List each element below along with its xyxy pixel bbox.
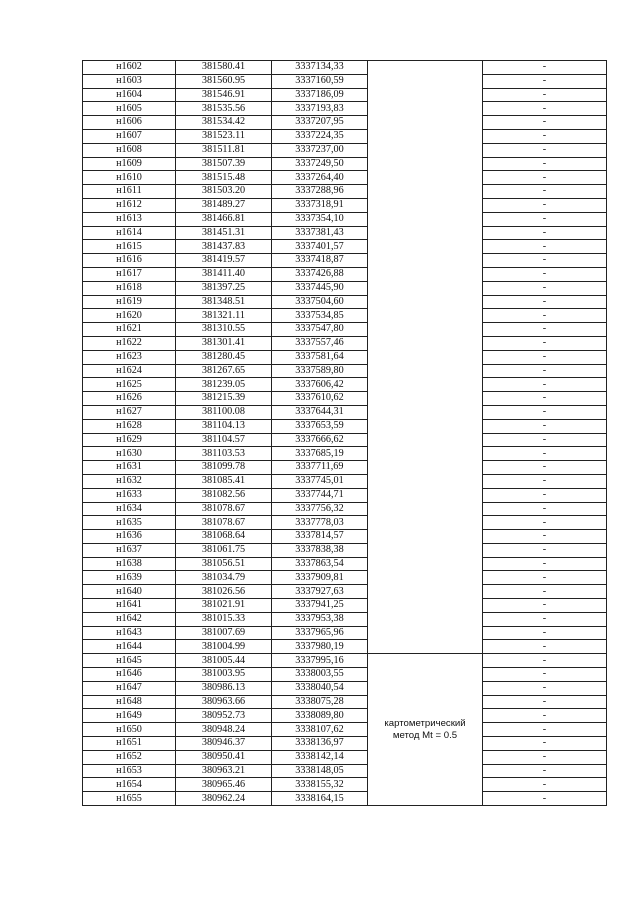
table-row (83, 254, 607, 268)
x-coordinate-cell: 381280.45 (176, 350, 272, 364)
dash-cell: - (483, 392, 607, 406)
y-coordinate-cell: 3337965,96 (272, 626, 368, 640)
x-coordinate-cell: 381099.78 (176, 461, 272, 475)
x-coordinate-cell: 381103.53 (176, 447, 272, 461)
method-cell-empty (368, 61, 483, 654)
table-row (83, 543, 607, 557)
point-cell: н1622 (83, 336, 176, 350)
table-row (83, 750, 607, 764)
table-row (83, 88, 607, 102)
point-cell: н1613 (83, 212, 176, 226)
table-row (83, 378, 607, 392)
y-coordinate-cell: 3337557,46 (272, 336, 368, 350)
point-cell: н1604 (83, 88, 176, 102)
dash-cell: - (483, 599, 607, 613)
x-coordinate-cell: 380963.66 (176, 695, 272, 709)
table-row (83, 74, 607, 88)
dash-cell: - (483, 543, 607, 557)
table-row (83, 447, 607, 461)
y-coordinate-cell: 3338164,15 (272, 792, 368, 806)
y-coordinate-cell: 3337745,01 (272, 474, 368, 488)
dash-cell: - (483, 681, 607, 695)
dash-cell: - (483, 778, 607, 792)
point-cell: н1623 (83, 350, 176, 364)
dash-cell: - (483, 516, 607, 530)
y-coordinate-cell: 3337207,95 (272, 116, 368, 130)
method-accuracy: метод Mt = 0.5 (392, 729, 458, 741)
x-coordinate-cell: 381534.42 (176, 116, 272, 130)
y-coordinate-cell: 3337134,33 (272, 61, 368, 75)
x-coordinate-cell: 381082.56 (176, 488, 272, 502)
table-row (83, 157, 607, 171)
y-coordinate-cell: 3337581,64 (272, 350, 368, 364)
dash-cell: - (483, 626, 607, 640)
y-coordinate-cell: 3338107,62 (272, 723, 368, 737)
coordinates-table (82, 60, 607, 806)
table-row (83, 654, 607, 668)
dash-cell: - (483, 502, 607, 516)
point-cell: н1633 (83, 488, 176, 502)
dash-cell: - (483, 102, 607, 116)
x-coordinate-cell: 381215.39 (176, 392, 272, 406)
y-coordinate-cell: 3337534,85 (272, 309, 368, 323)
dash-cell: - (483, 792, 607, 806)
dash-cell: - (483, 74, 607, 88)
table-row (83, 129, 607, 143)
y-coordinate-cell: 3337744,71 (272, 488, 368, 502)
table-row (83, 626, 607, 640)
x-coordinate-cell: 381348.51 (176, 295, 272, 309)
point-cell: н1644 (83, 640, 176, 654)
x-coordinate-cell: 381301.41 (176, 336, 272, 350)
x-coordinate-cell: 381511.81 (176, 143, 272, 157)
x-coordinate-cell: 381239.05 (176, 378, 272, 392)
point-cell: н1639 (83, 571, 176, 585)
dash-cell: - (483, 378, 607, 392)
point-cell: н1628 (83, 419, 176, 433)
y-coordinate-cell: 3337504,60 (272, 295, 368, 309)
x-coordinate-cell: 381056.51 (176, 557, 272, 571)
x-coordinate-cell: 381061.75 (176, 543, 272, 557)
y-coordinate-cell: 3337160,59 (272, 74, 368, 88)
dash-cell: - (483, 640, 607, 654)
table-row (83, 792, 607, 806)
y-coordinate-cell: 3337288,96 (272, 185, 368, 199)
table-row (83, 116, 607, 130)
point-cell: н1655 (83, 792, 176, 806)
dash-cell: - (483, 750, 607, 764)
dash-cell: - (483, 267, 607, 281)
table-row (83, 212, 607, 226)
y-coordinate-cell: 3337909,81 (272, 571, 368, 585)
x-coordinate-cell: 380962.24 (176, 792, 272, 806)
table-row (83, 585, 607, 599)
method-cell (368, 654, 483, 806)
table-row (83, 281, 607, 295)
table-row (83, 392, 607, 406)
point-cell: н1620 (83, 309, 176, 323)
x-coordinate-cell: 381007.69 (176, 626, 272, 640)
point-cell: н1624 (83, 364, 176, 378)
y-coordinate-cell: 3338155,32 (272, 778, 368, 792)
table-row (83, 502, 607, 516)
x-coordinate-cell: 381419.57 (176, 254, 272, 268)
point-cell: н1631 (83, 461, 176, 475)
point-cell: н1646 (83, 668, 176, 682)
point-cell: н1607 (83, 129, 176, 143)
table-row (83, 668, 607, 682)
y-coordinate-cell: 3337953,38 (272, 612, 368, 626)
x-coordinate-cell: 381321.11 (176, 309, 272, 323)
dash-cell: - (483, 350, 607, 364)
point-cell: н1643 (83, 626, 176, 640)
table-row (83, 709, 607, 723)
table-row (83, 557, 607, 571)
dash-cell: - (483, 212, 607, 226)
dash-cell: - (483, 116, 607, 130)
point-cell: н1618 (83, 281, 176, 295)
dash-cell: - (483, 557, 607, 571)
x-coordinate-cell: 381523.11 (176, 129, 272, 143)
x-coordinate-cell: 381015.33 (176, 612, 272, 626)
x-coordinate-cell: 381005.44 (176, 654, 272, 668)
table-row (83, 323, 607, 337)
x-coordinate-cell: 381078.67 (176, 502, 272, 516)
table-row (83, 461, 607, 475)
x-coordinate-cell: 381104.13 (176, 419, 272, 433)
y-coordinate-cell: 3338040,54 (272, 681, 368, 695)
y-coordinate-cell: 3337995,16 (272, 654, 368, 668)
point-cell: н1627 (83, 405, 176, 419)
y-coordinate-cell: 3337381,43 (272, 226, 368, 240)
y-coordinate-cell: 3337606,42 (272, 378, 368, 392)
table-row (83, 723, 607, 737)
y-coordinate-cell: 3337610,62 (272, 392, 368, 406)
y-coordinate-cell: 3337685,19 (272, 447, 368, 461)
dash-cell: - (483, 668, 607, 682)
y-coordinate-cell: 3337264,40 (272, 171, 368, 185)
dash-cell: - (483, 295, 607, 309)
point-cell: н1634 (83, 502, 176, 516)
dash-cell: - (483, 171, 607, 185)
x-coordinate-cell: 381507.39 (176, 157, 272, 171)
x-coordinate-cell: 381026.56 (176, 585, 272, 599)
table-row (83, 488, 607, 502)
dash-cell: - (483, 405, 607, 419)
y-coordinate-cell: 3337224,35 (272, 129, 368, 143)
point-cell: н1606 (83, 116, 176, 130)
table-row (83, 599, 607, 613)
table-row (83, 695, 607, 709)
point-cell: н1609 (83, 157, 176, 171)
x-coordinate-cell: 380965.46 (176, 778, 272, 792)
dash-cell: - (483, 364, 607, 378)
x-coordinate-cell: 381503.20 (176, 185, 272, 199)
y-coordinate-cell: 3337547,80 (272, 323, 368, 337)
point-cell: н1642 (83, 612, 176, 626)
table-row (83, 433, 607, 447)
dash-cell: - (483, 737, 607, 751)
x-coordinate-cell: 380963.21 (176, 764, 272, 778)
point-cell: н1616 (83, 254, 176, 268)
point-cell: н1649 (83, 709, 176, 723)
x-coordinate-cell: 381004.99 (176, 640, 272, 654)
point-cell: н1651 (83, 737, 176, 751)
table-row (83, 737, 607, 751)
table-row (83, 474, 607, 488)
y-coordinate-cell: 3338003,55 (272, 668, 368, 682)
dash-cell: - (483, 447, 607, 461)
point-cell: н1653 (83, 764, 176, 778)
y-coordinate-cell: 3337756,32 (272, 502, 368, 516)
x-coordinate-cell: 381003.95 (176, 668, 272, 682)
table-row (83, 530, 607, 544)
point-cell: н1654 (83, 778, 176, 792)
table-row (83, 571, 607, 585)
y-coordinate-cell: 3337426,88 (272, 267, 368, 281)
point-cell: н1635 (83, 516, 176, 530)
dash-cell: - (483, 309, 607, 323)
x-coordinate-cell: 381021.91 (176, 599, 272, 613)
dash-cell: - (483, 185, 607, 199)
point-cell: н1619 (83, 295, 176, 309)
x-coordinate-cell: 381085.41 (176, 474, 272, 488)
point-cell: н1614 (83, 226, 176, 240)
y-coordinate-cell: 3337666,62 (272, 433, 368, 447)
dash-cell: - (483, 488, 607, 502)
x-coordinate-cell: 381535.56 (176, 102, 272, 116)
dash-cell: - (483, 336, 607, 350)
x-coordinate-cell: 380952.73 (176, 709, 272, 723)
table-row (83, 681, 607, 695)
y-coordinate-cell: 3338089,80 (272, 709, 368, 723)
table-row (83, 240, 607, 254)
dash-cell: - (483, 157, 607, 171)
y-coordinate-cell: 3338136,97 (272, 737, 368, 751)
table-row (83, 295, 607, 309)
y-coordinate-cell: 3337193,83 (272, 102, 368, 116)
point-cell: н1608 (83, 143, 176, 157)
dash-cell: - (483, 254, 607, 268)
point-cell: н1648 (83, 695, 176, 709)
y-coordinate-cell: 3337237,00 (272, 143, 368, 157)
dash-cell: - (483, 764, 607, 778)
x-coordinate-cell: 381437.83 (176, 240, 272, 254)
dash-cell: - (483, 654, 607, 668)
point-cell: н1650 (83, 723, 176, 737)
x-coordinate-cell: 381397.25 (176, 281, 272, 295)
table-row (83, 226, 607, 240)
x-coordinate-cell: 381515.48 (176, 171, 272, 185)
dash-cell: - (483, 281, 607, 295)
table-row (83, 267, 607, 281)
point-cell: н1641 (83, 599, 176, 613)
point-cell: н1647 (83, 681, 176, 695)
y-coordinate-cell: 3337249,50 (272, 157, 368, 171)
table-row (83, 764, 607, 778)
x-coordinate-cell: 381078.67 (176, 516, 272, 530)
point-cell: н1652 (83, 750, 176, 764)
point-cell: н1632 (83, 474, 176, 488)
table-row (83, 309, 607, 323)
x-coordinate-cell: 381466.81 (176, 212, 272, 226)
table-row (83, 364, 607, 378)
x-coordinate-cell: 381489.27 (176, 198, 272, 212)
table-row (83, 350, 607, 364)
x-coordinate-cell: 380986.13 (176, 681, 272, 695)
dash-cell: - (483, 143, 607, 157)
table-row (83, 198, 607, 212)
dash-cell: - (483, 88, 607, 102)
y-coordinate-cell: 3337863,54 (272, 557, 368, 571)
dash-cell: - (483, 530, 607, 544)
point-cell: н1636 (83, 530, 176, 544)
y-coordinate-cell: 3337980,19 (272, 640, 368, 654)
table-row (83, 102, 607, 116)
table-row (83, 516, 607, 530)
point-cell: н1603 (83, 74, 176, 88)
point-cell: н1629 (83, 433, 176, 447)
dash-cell: - (483, 612, 607, 626)
point-cell: н1602 (83, 61, 176, 75)
dash-cell: - (483, 723, 607, 737)
dash-cell: - (483, 419, 607, 433)
table-row (83, 778, 607, 792)
y-coordinate-cell: 3337418,87 (272, 254, 368, 268)
y-coordinate-cell: 3337653,59 (272, 419, 368, 433)
table-row (83, 185, 607, 199)
dash-cell: - (483, 461, 607, 475)
point-cell: н1637 (83, 543, 176, 557)
table-row (83, 61, 607, 75)
dash-cell: - (483, 198, 607, 212)
dash-cell: - (483, 129, 607, 143)
dash-cell: - (483, 61, 607, 75)
x-coordinate-cell: 381411.40 (176, 267, 272, 281)
x-coordinate-cell: 381104.57 (176, 433, 272, 447)
dash-cell: - (483, 585, 607, 599)
y-coordinate-cell: 3337778,03 (272, 516, 368, 530)
y-coordinate-cell: 3338075,28 (272, 695, 368, 709)
table-row (83, 143, 607, 157)
table-row (83, 612, 607, 626)
y-coordinate-cell: 3337941,25 (272, 599, 368, 613)
point-cell: н1605 (83, 102, 176, 116)
point-cell: н1621 (83, 323, 176, 337)
dash-cell: - (483, 226, 607, 240)
dash-cell: - (483, 571, 607, 585)
x-coordinate-cell: 381580.41 (176, 61, 272, 75)
table-row (83, 171, 607, 185)
point-cell: н1610 (83, 171, 176, 185)
x-coordinate-cell: 381546.91 (176, 88, 272, 102)
y-coordinate-cell: 3337401,57 (272, 240, 368, 254)
point-cell: н1638 (83, 557, 176, 571)
table-row (83, 640, 607, 654)
y-coordinate-cell: 3337838,38 (272, 543, 368, 557)
y-coordinate-cell: 3337445,90 (272, 281, 368, 295)
point-cell: н1617 (83, 267, 176, 281)
x-coordinate-cell: 381034.79 (176, 571, 272, 585)
x-coordinate-cell: 381068.64 (176, 530, 272, 544)
x-coordinate-cell: 380948.24 (176, 723, 272, 737)
point-cell: н1615 (83, 240, 176, 254)
dash-cell: - (483, 433, 607, 447)
dash-cell: - (483, 240, 607, 254)
point-cell: н1611 (83, 185, 176, 199)
point-cell: н1612 (83, 198, 176, 212)
y-coordinate-cell: 3337814,57 (272, 530, 368, 544)
x-coordinate-cell: 381267.65 (176, 364, 272, 378)
x-coordinate-cell: 381560.95 (176, 74, 272, 88)
x-coordinate-cell: 380950.41 (176, 750, 272, 764)
y-coordinate-cell: 3337354,10 (272, 212, 368, 226)
x-coordinate-cell: 381100.08 (176, 405, 272, 419)
point-cell: н1630 (83, 447, 176, 461)
x-coordinate-cell: 380946.37 (176, 737, 272, 751)
point-cell: н1645 (83, 654, 176, 668)
y-coordinate-cell: 3337318,91 (272, 198, 368, 212)
x-coordinate-cell: 381310.55 (176, 323, 272, 337)
y-coordinate-cell: 3337644,31 (272, 405, 368, 419)
coordinates-table-body (83, 61, 607, 806)
dash-cell: - (483, 474, 607, 488)
y-coordinate-cell: 3337927,63 (272, 585, 368, 599)
dash-cell: - (483, 709, 607, 723)
x-coordinate-cell: 381451.31 (176, 226, 272, 240)
method-name: картометрический (384, 717, 466, 729)
table-row (83, 405, 607, 419)
y-coordinate-cell: 3337711,69 (272, 461, 368, 475)
point-cell: н1626 (83, 392, 176, 406)
point-cell: н1625 (83, 378, 176, 392)
dash-cell: - (483, 695, 607, 709)
y-coordinate-cell: 3338142,14 (272, 750, 368, 764)
table-row (83, 336, 607, 350)
y-coordinate-cell: 3337589,80 (272, 364, 368, 378)
point-cell: н1640 (83, 585, 176, 599)
y-coordinate-cell: 3338148,05 (272, 764, 368, 778)
dash-cell: - (483, 323, 607, 337)
table-row (83, 419, 607, 433)
y-coordinate-cell: 3337186,09 (272, 88, 368, 102)
